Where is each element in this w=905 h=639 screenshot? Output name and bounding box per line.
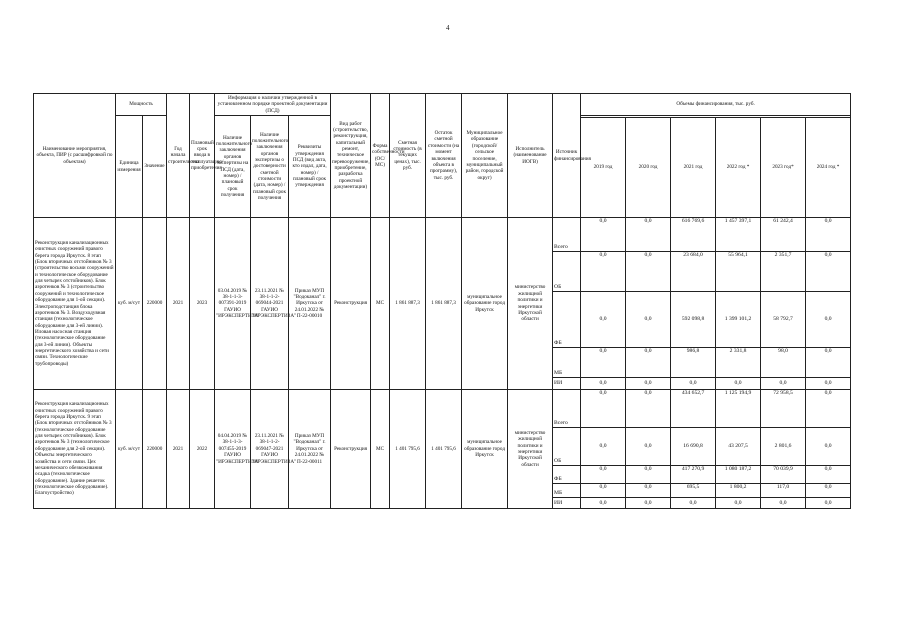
funding-value: 2 331,8 <box>716 348 761 378</box>
funding-source-cell: ФБ <box>553 292 581 348</box>
funding-value: 0,0 <box>581 292 626 348</box>
funding-value: 72 958,5 <box>761 390 806 428</box>
header-design-conclusion: Наличие положительного заключения органов экспертизы на ПСД (дата, номер) / плановый срок получения <box>215 116 251 218</box>
funding-value: 0,0 <box>671 378 716 390</box>
header-funding-volumes: Объемы финансирования, тыс. руб. <box>581 94 851 116</box>
funding-value: 117,0 <box>761 484 806 498</box>
unit-cell: куб. м/сут <box>116 218 143 390</box>
funding-value: 0,0 <box>671 498 716 509</box>
funding-value: 0,0 <box>626 466 671 484</box>
municipality-cell: муниципальное образование город Иркутск <box>462 390 508 509</box>
work-type-cell: Реконструкция <box>331 390 371 509</box>
funding-value: 0,0 <box>626 390 671 428</box>
funding-value: 0,0 <box>581 218 626 252</box>
funding-value: 0,0 <box>581 378 626 390</box>
header-cost-conclusion: Наличие положительного заключения органов экспертизы о достоверности сметной стоимости (дата, номер) / плановый срок получения <box>251 116 289 218</box>
remaining-cost-cell: 1 401 795,6 <box>426 390 462 509</box>
funding-source-cell: МБ <box>553 484 581 498</box>
funding-value: 592 098,8 <box>671 292 716 348</box>
value-cell: 220000 <box>143 218 167 390</box>
header-planned-year: Плановый срок ввода в эксплуатацию/приобретения <box>190 94 215 218</box>
header-funding-source: Источник финансирования <box>553 94 581 218</box>
funding-source-cell: ФБ <box>553 466 581 484</box>
funding-value: 0,0 <box>626 484 671 498</box>
header-start-year: Год начала строительства <box>167 94 190 218</box>
funding-value: 16 690,8 <box>671 428 716 466</box>
header-unit: Единица измерения <box>116 116 143 218</box>
funding-value: 0,0 <box>806 466 851 484</box>
funding-value: 70 039,9 <box>761 466 806 484</box>
funding-value: 0,0 <box>806 378 851 390</box>
funding-value: 0,0 <box>626 428 671 466</box>
funding-value: 2 801,6 <box>761 428 806 466</box>
header-name: Наименование мероприятия, объекта, ПИР (с расшифровкой по объектам) <box>34 94 116 218</box>
funding-value: 0,0 <box>626 218 671 252</box>
funding-value: 0,0 <box>806 252 851 292</box>
funding-value: 58 792,7 <box>761 292 806 348</box>
funding-value: 0,0 <box>806 218 851 252</box>
funding-source-cell: ОБ <box>553 252 581 292</box>
funding-value: 23 684,0 <box>671 252 716 292</box>
funding-value: 0,0 <box>581 252 626 292</box>
funding-value: 43 207,5 <box>716 428 761 466</box>
funding-value: 616 769,6 <box>671 218 716 252</box>
funding-value: 0,0 <box>806 292 851 348</box>
funding-value: 0,0 <box>581 428 626 466</box>
funding-source-cell: Всего <box>553 390 581 428</box>
header-year-2021: 2021 год <box>671 118 716 218</box>
funding-value: 1 125 194,9 <box>716 390 761 428</box>
estimated-cost-cell: 1 401 795,6 <box>390 390 426 509</box>
funding-source-cell: МБ <box>553 348 581 378</box>
funding-value: 0,0 <box>761 498 806 509</box>
executor-cell: министерство жилищной политики и энергетики Иркутской области <box>508 390 553 509</box>
planned-year-cell: 2022 <box>190 390 215 509</box>
header-approval-details: Реквизиты утверждения ПСД (вид акта, кто издал, дата, номер) / плановый срок утверждения <box>289 116 331 218</box>
funding-value: 695,5 <box>671 484 716 498</box>
funding-value: 0,0 <box>716 378 761 390</box>
funding-source-cell: ИИ <box>553 378 581 390</box>
funding-value: 98,0 <box>761 348 806 378</box>
executor-cell: министерство жилищной политики и энергетики Иркутской области <box>508 218 553 390</box>
design-conclusion-cell: 04.04.2019 № 38-1-1-3-007455-2019 ГАУИО "ИРЭКСПЕРТИЗА" <box>215 390 251 509</box>
funding-value: 0,0 <box>806 390 851 428</box>
funding-value: 0,0 <box>626 498 671 509</box>
funding-source-cell: Всего <box>553 218 581 252</box>
funding-value: 0,0 <box>581 466 626 484</box>
work-type-cell: Реконструкция <box>331 218 371 390</box>
funding-value: 0,0 <box>581 484 626 498</box>
cost-conclusion-cell: 23.11.2021 № 38-1-1-2-069044-2021 ГАУИО "ИРЭКСПЕРТИЗА" <box>251 218 289 390</box>
remaining-cost-cell: 1 861 887,3 <box>426 218 462 390</box>
header-design-docs: Информация о наличии утвержденной в установленном порядке проектной документации (ПСД) <box>215 94 331 116</box>
object-name: Реконструкция канализационных очистных сооружений правого берега города Иркутск. 9 этап (Блок вторичных отстойников № 3 (технологическое оборудование для четырех отстойников). Блок аэротенков № 3 (технологическое оборудование для 2-ой секции). Объекты энергетического хозяйства и сети связи. Цех механического обезвоживания осадка (технологическое оборудование). Здание решеток (технологическое оборудование). Благоустройство) <box>34 390 116 509</box>
funding-value: 0,0 <box>581 348 626 378</box>
investment-program-table <box>33 93 851 509</box>
header-estimated-cost: Сметная стоимость (в текущих ценах), тыс. руб. <box>390 94 426 218</box>
funding-value: 1 399 101,2 <box>716 292 761 348</box>
funding-source-cell: ИИ <box>553 498 581 509</box>
header-year-2019: 2019 год <box>581 118 626 218</box>
funding-value: 0,0 <box>626 292 671 348</box>
funding-value: 1 457 397,1 <box>716 218 761 252</box>
funding-value: 417 270,9 <box>671 466 716 484</box>
planned-year-cell: 2023 <box>190 218 215 390</box>
unit-cell: куб. м/сут <box>116 390 143 509</box>
funding-value: 0,0 <box>626 378 671 390</box>
funding-value: 434 652,7 <box>671 390 716 428</box>
funding-value: 0,0 <box>626 348 671 378</box>
funding-source-cell: ОБ <box>553 428 581 466</box>
funding-value: 55 964,1 <box>716 252 761 292</box>
header-ownership: Форма собственности (ОС/МС) <box>371 94 390 218</box>
estimated-cost-cell: 1 861 887,3 <box>390 218 426 390</box>
start-year-cell: 2021 <box>167 390 190 509</box>
table-row <box>34 218 851 252</box>
funding-value: 986,8 <box>671 348 716 378</box>
funding-value: 0,0 <box>626 252 671 292</box>
start-year-cell: 2021 <box>167 218 190 390</box>
header-capacity: Мощность <box>116 94 167 116</box>
ownership-cell: МС <box>371 390 390 509</box>
funding-value: 0,0 <box>806 498 851 509</box>
funding-value: 1 080 187,2 <box>716 466 761 484</box>
header-year-2022: 2022 год * <box>716 118 761 218</box>
header-value: Значение <box>143 116 167 218</box>
funding-value: 0,0 <box>716 498 761 509</box>
header-year-2023: 2023 год* <box>761 118 806 218</box>
funding-value: 0,0 <box>806 428 851 466</box>
ownership-cell: МС <box>371 218 390 390</box>
funding-value: 2 351,7 <box>761 252 806 292</box>
object-name: Реконструкция канализационных очистных сооружений правого берега города Иркутск. 8 этап (Блок вторичных отстойников № 3 (строительство восьми сооружений и технологическое оборудование для четырех отстойников). Блок аэротенков № 3 (строительство сооружений и технологическое оборудование для 1-ой секции). Электроподстанция блока аэротенков № 3. Воздуходувная станция (технологическое оборудование для 3-ей линии). Иловая насосная станция (технологическое оборудование для 3-ей линии). Объекты энергетического хозяйства и сети связи. Технологические трубопроводы) <box>34 218 116 390</box>
funding-value: 0,0 <box>761 378 806 390</box>
approval-cell: Приказ МУП "Водоканал" г. Иркутска от 24.01.2022 № П-22-00011 <box>289 390 331 509</box>
header-year-2024: 2024 год * <box>806 118 851 218</box>
design-conclusion-cell: 03.04.2019 № 38-1-1-3-007391-2019 ГАУИО "ИРЭКСПЕРТИЗА" <box>215 218 251 390</box>
funding-value: 0,0 <box>581 498 626 509</box>
header-municipality: Муниципальное образование (городской/сельское поселение, муниципальный район, городской округ) <box>462 94 508 218</box>
funding-value: 0,0 <box>806 348 851 378</box>
funding-value: 61 242,4 <box>761 218 806 252</box>
funding-value: 1 800,2 <box>716 484 761 498</box>
header-remaining-cost: Остаток сметной стоимости (на момент включения объекта в программу), тыс. руб. <box>426 94 462 218</box>
header-executor: Исполнитель (наименование ИОГВ) <box>508 94 553 218</box>
municipality-cell: муниципальное образование город Иркутск <box>462 218 508 390</box>
cost-conclusion-cell: 23.11.2021 № 38-1-1-2-069047-2021 ГАУИО "ИРЭКСПЕРТИЗА" <box>251 390 289 509</box>
value-cell: 220000 <box>143 390 167 509</box>
approval-cell: Приказ МУП "Водоканал" г. Иркутска от 24.01.2022 № П-22-00010 <box>289 218 331 390</box>
funding-value: 0,0 <box>581 390 626 428</box>
funding-value: 0,0 <box>806 484 851 498</box>
header-work-type: Вид работ (строительство, реконструкция, капитальный ремонт, техническое перевооружение, приобретение, разработка проектной документации) <box>331 94 371 218</box>
table-row <box>34 390 851 428</box>
page-number: 4 <box>446 24 450 32</box>
header-year-2020: 2020 год <box>626 118 671 218</box>
